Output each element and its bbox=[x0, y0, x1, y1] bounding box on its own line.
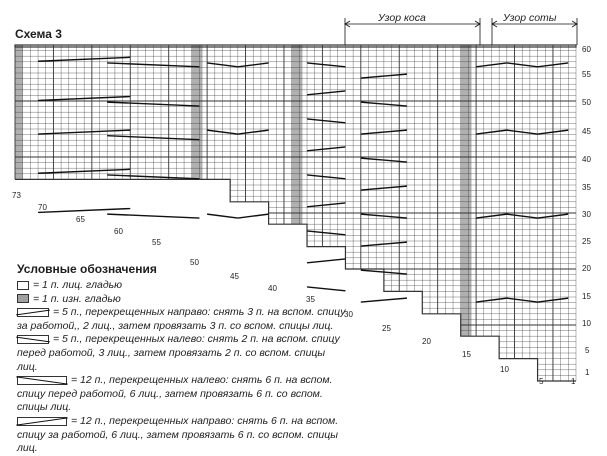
cable-5-mark bbox=[307, 63, 345, 67]
cable-5-mark bbox=[307, 203, 345, 207]
cable-5-mark bbox=[361, 298, 407, 302]
row-number: 55 bbox=[582, 70, 591, 79]
row-number: 5 bbox=[585, 346, 590, 355]
stitch-number: 50 bbox=[190, 258, 199, 267]
section-label-braid: Узор коса bbox=[378, 12, 426, 24]
legend bbox=[17, 279, 347, 456]
stitch-number: 70 bbox=[38, 203, 47, 212]
cable-12-left-icon bbox=[17, 376, 67, 385]
purl-stitch-icon bbox=[17, 294, 29, 303]
knit-stitch-icon bbox=[17, 281, 29, 290]
stitch-number: 25 bbox=[382, 324, 391, 333]
stitch-number: 65 bbox=[76, 215, 85, 224]
row-number: 40 bbox=[582, 155, 591, 164]
cable-12-right-icon bbox=[17, 417, 67, 426]
row-number: 30 bbox=[582, 210, 591, 219]
legend-item-cable-5-left bbox=[17, 333, 347, 374]
legend-text: = 1 п. изн. гладью bbox=[33, 292, 121, 305]
chart-title: Схема 3 bbox=[15, 27, 62, 41]
row-number: 15 bbox=[582, 292, 591, 301]
cable-5-left-icon bbox=[17, 335, 49, 344]
legend-text: = 1 п. лиц. гладью bbox=[33, 279, 123, 291]
stitch-number: 5 bbox=[539, 377, 544, 386]
row-number: 20 bbox=[582, 264, 591, 273]
stitch-number: 1 bbox=[571, 377, 576, 386]
stitch-number: 45 bbox=[230, 272, 239, 281]
legend-text: = 5 п., перекрещенных направо: снять 3 п. на вспом. спицу за работой,, 2 лиц., затем провязать 3 п. со вспом. спицы лиц. bbox=[17, 306, 346, 332]
cable-12-mark bbox=[107, 214, 199, 218]
legend-item-cable-12-left bbox=[17, 374, 347, 415]
cable-5-mark bbox=[307, 91, 345, 95]
stitch-number: 20 bbox=[422, 337, 431, 346]
cable-5-mark bbox=[307, 231, 345, 235]
gap-stripe bbox=[23, 188, 184, 194]
section-label-honeycomb: Узор соты bbox=[503, 12, 557, 24]
stitch-number: 35 bbox=[306, 295, 315, 304]
row-number: 10 bbox=[582, 319, 591, 328]
legend-text: = 5 п., перекрещенных налево: снять 2 п. на вспом. спицу перед работой, 3 лиц., затем провязать 2 п. со вспом. спицы лиц. bbox=[17, 333, 340, 373]
legend-item-knit bbox=[17, 279, 347, 293]
row-number: 60 bbox=[582, 45, 591, 54]
legend-item-cable-5-right bbox=[17, 306, 347, 333]
stitch-number: 40 bbox=[268, 284, 277, 293]
stitch-number: 30 bbox=[344, 310, 353, 319]
row-number: 50 bbox=[582, 98, 591, 107]
stitch-number: 73 bbox=[12, 191, 21, 200]
honeycomb-cross-mark bbox=[207, 214, 238, 218]
legend-text: = 12 п., перекрещенных направо: снять 6 п. на вспом. спицу за работой, 6 лиц., затем провязать 6 п. со вспом. спицы лиц. bbox=[17, 414, 339, 455]
legend-text: = 12 п., перекрещенных налево: снять 6 п. на вспом. спицу перед работой, 6 лиц., затем провязать 6 п. со вспом. спицы лиц. bbox=[17, 374, 333, 414]
legend-item-purl bbox=[17, 293, 347, 307]
cable-5-right-icon bbox=[17, 308, 49, 317]
row-number: 35 bbox=[582, 183, 591, 192]
honeycomb-cross-mark bbox=[238, 214, 269, 218]
stitch-number: 55 bbox=[152, 238, 161, 247]
stitch-number: 60 bbox=[114, 227, 123, 236]
cable-5-mark bbox=[307, 147, 345, 151]
cable-5-mark bbox=[307, 175, 345, 179]
cable-5-mark bbox=[307, 259, 345, 263]
cable-5-mark bbox=[307, 119, 345, 123]
row-number: 25 bbox=[582, 237, 591, 246]
cable-12-mark bbox=[38, 209, 130, 213]
stitch-number: 15 bbox=[462, 350, 471, 359]
legend-item-cable-12-right bbox=[17, 415, 347, 456]
gap-stripe bbox=[23, 140, 184, 146]
row-number: 45 bbox=[582, 127, 591, 136]
row-number: 1 bbox=[585, 368, 590, 377]
legend-title: Условные обозначения bbox=[17, 262, 157, 276]
stitch-number: 10 bbox=[500, 365, 509, 374]
